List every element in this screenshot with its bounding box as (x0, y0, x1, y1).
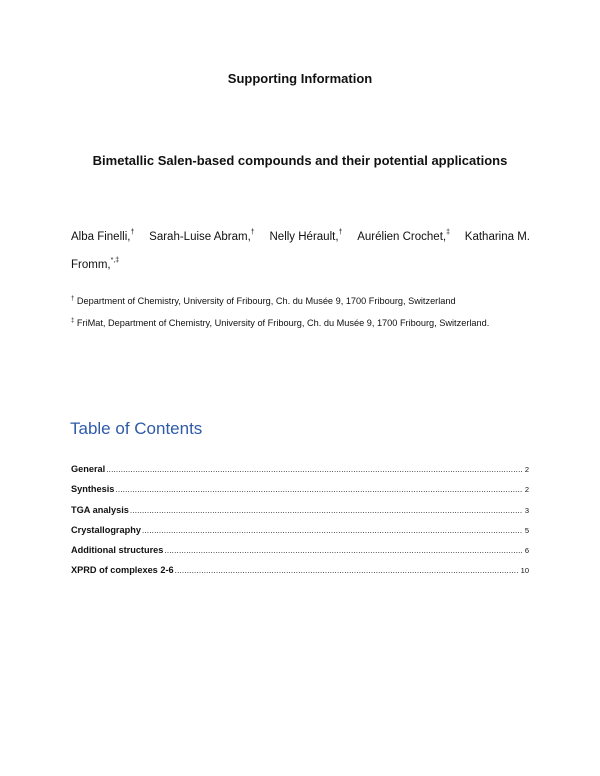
toc-entry-tga-analysis[interactable] (71, 505, 529, 525)
author-4: Aurélien Crochet,‡ (357, 229, 450, 243)
affiliation-2: ‡ FriMat, Department of Chemistry, University of Fribourg, Ch. du Musée 9, 1700 Fribourg, Switzerland. (71, 318, 490, 328)
toc-entry-label: General (71, 464, 106, 474)
toc-entry-page: 5 (524, 525, 529, 535)
toc-entry-page: 3 (524, 505, 529, 515)
author-list (71, 223, 530, 279)
toc-entry-xprd-complexes[interactable] (71, 565, 529, 585)
toc-entry-page: 2 (524, 485, 529, 495)
table-of-contents (71, 464, 529, 586)
author-2: Sarah-Luise Abram,† (149, 229, 255, 243)
toc-leader-dots (142, 526, 523, 535)
toc-leader-dots (164, 546, 522, 555)
toc-entry-label: XPRD of complexes 2-6 (71, 565, 174, 576)
toc-entry-general[interactable] (71, 464, 529, 484)
author-1: Alba Finelli,† (71, 229, 135, 243)
affiliation-1: † Department of Chemistry, University of Fribourg, Ch. du Musée 9, 1700 Fribourg, Switzerland (71, 296, 456, 306)
toc-entry-page: 6 (524, 546, 529, 556)
author-line-2 (71, 251, 530, 279)
toc-heading: Table of Contents (70, 419, 203, 438)
toc-leader-dots (115, 485, 522, 494)
toc-leader-dots (106, 465, 523, 474)
author-3: Nelly Hérault,† (269, 229, 343, 243)
paper-title: Bimetallic Salen-based compounds and their potential applications (92, 153, 508, 168)
author-line-1 (71, 223, 530, 251)
toc-entry-synthesis[interactable] (71, 484, 529, 504)
toc-entry-label: TGA analysis (71, 504, 129, 515)
toc-entry-page: 10 (520, 566, 529, 576)
toc-entry-label: Crystallography (71, 524, 141, 535)
toc-leader-dots (175, 566, 519, 575)
toc-entry-label: Synthesis (71, 484, 115, 495)
toc-entry-additional-structures[interactable] (71, 545, 529, 565)
author-5-continued: Fromm,*,‡ (71, 257, 120, 271)
toc-entry-crystallography[interactable] (71, 525, 529, 545)
toc-leader-dots (130, 506, 523, 515)
document-heading: Supporting Information (227, 71, 373, 86)
toc-entry-label: Additional structures (71, 545, 164, 556)
toc-entry-page: 2 (524, 465, 529, 474)
author-5: Katharina M. (464, 231, 530, 243)
